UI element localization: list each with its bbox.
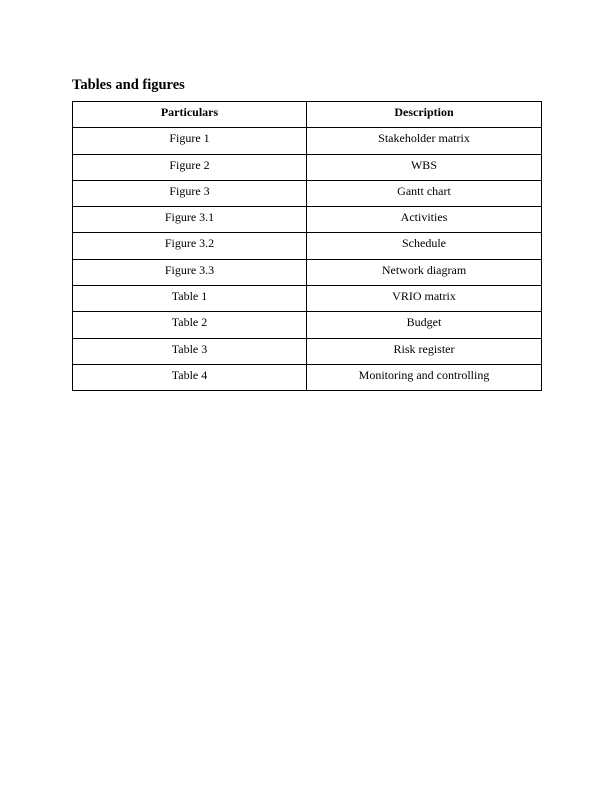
cell-description: Monitoring and controlling bbox=[307, 364, 542, 390]
table-header-row bbox=[73, 102, 542, 128]
cell-particulars: Figure 2 bbox=[73, 154, 307, 180]
cell-particulars: Table 2 bbox=[73, 312, 307, 338]
cell-description: Budget bbox=[307, 312, 542, 338]
section-heading: Tables and figures bbox=[72, 77, 185, 93]
cell-particulars: Figure 3 bbox=[73, 180, 307, 206]
table-row bbox=[73, 259, 542, 285]
cell-description: Network diagram bbox=[307, 259, 542, 285]
cell-description: Activities bbox=[307, 207, 542, 233]
cell-particulars: Table 4 bbox=[73, 364, 307, 390]
cell-description: Stakeholder matrix bbox=[307, 128, 542, 154]
table-row bbox=[73, 286, 542, 312]
cell-description: Risk register bbox=[307, 338, 542, 364]
cell-description: Gantt chart bbox=[307, 180, 542, 206]
cell-description: VRIO matrix bbox=[307, 286, 542, 312]
cell-particulars: Figure 3.1 bbox=[73, 207, 307, 233]
cell-particulars: Table 1 bbox=[73, 286, 307, 312]
header-description: Description bbox=[307, 102, 542, 128]
cell-description: WBS bbox=[307, 154, 542, 180]
cell-particulars: Figure 3.2 bbox=[73, 233, 307, 259]
header-particulars: Particulars bbox=[73, 102, 307, 128]
table-row bbox=[73, 338, 542, 364]
cell-particulars: Figure 1 bbox=[73, 128, 307, 154]
table-row bbox=[73, 364, 542, 390]
table-row bbox=[73, 154, 542, 180]
tables-figures-table bbox=[72, 101, 542, 391]
cell-particulars: Table 3 bbox=[73, 338, 307, 364]
table-row bbox=[73, 233, 542, 259]
cell-particulars: Figure 3.3 bbox=[73, 259, 307, 285]
table-row bbox=[73, 180, 542, 206]
table-row bbox=[73, 312, 542, 338]
table-row bbox=[73, 207, 542, 233]
table-row bbox=[73, 128, 542, 154]
cell-description: Schedule bbox=[307, 233, 542, 259]
